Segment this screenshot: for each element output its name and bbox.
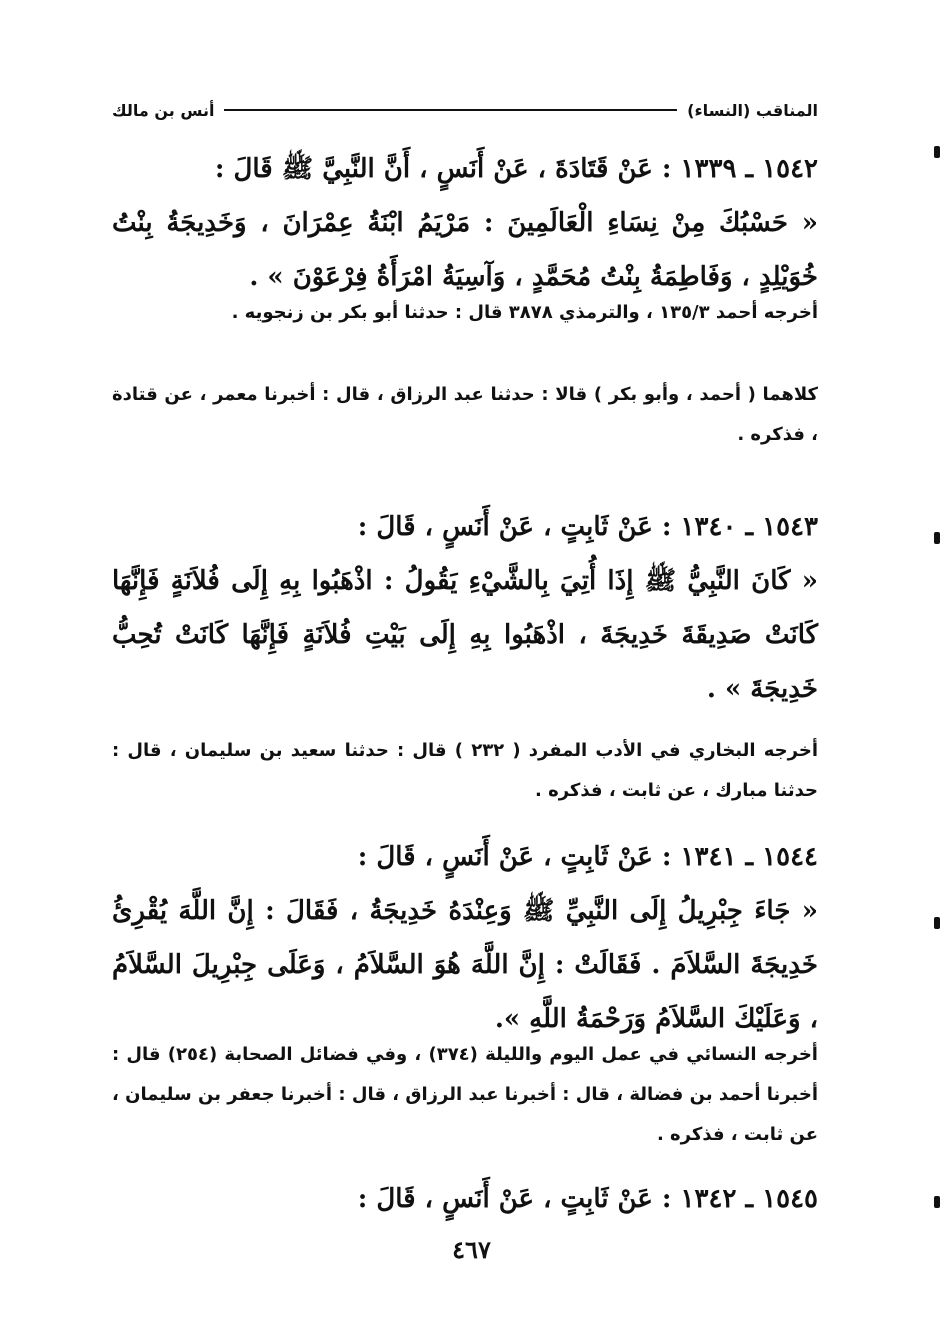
scan-edge-mark [934, 1196, 940, 1208]
hadith-text: « كَانَ النَّبِيُّ ﷺ إِذَا أُتِيَ بِالشَّيْءِ يَقُولُ : اذْهَبُوا بِهِ إِلَى فُلاَنَةٍ فَإِنَّهَا كَانَتْ صَدِيقَةَ خَدِيجَةَ ، اذْهَبُوا بِهِ إِلَى بَيْتِ فُلاَنَةٍ فَإِنَّهَا كَانَتْ تُحِبُّ خَدِيجَةَ » . [112, 566, 818, 704]
header-section-title: أنس بن مالك [112, 100, 215, 120]
running-header [112, 96, 818, 124]
hadith-text: « حَسْبُكَ مِنْ نِسَاءِ الْعَالَمِينَ : مَرْيَمُ ابْنَةُ عِمْرَانَ ، وَخَدِيجَةُ بِنْتُ خُوَيْلِدٍ ، وَفَاطِمَةُ بِنْتُ مُحَمَّدٍ ، وَآسِيَةُ امْرَأَةُ فِرْعَوْنَ » . [112, 208, 818, 292]
header-chapter-title: المناقب (النساء) [687, 100, 818, 120]
page-number: ٤٦٧ [452, 1235, 491, 1264]
header-rule [224, 109, 677, 111]
hadith-1545 [112, 1172, 818, 1226]
hadith-1543 [112, 500, 818, 716]
hadith-heading: ١٥٤٣ ـ ١٣٤٠ : عَنْ ثَابِتٍ ، عَنْ أَنَسٍ ، قَالَ : [357, 512, 818, 542]
hadith-1542 [112, 142, 818, 304]
hadith-text: « جَاءَ جِبْرِيلُ إِلَى النَّبِيِّ ﷺ وَعِنْدَهُ خَدِيجَةُ ، فَقَالَ : إِنَّ اللَّهَ يُقْرِئُ خَدِيجَةَ السَّلاَمَ . فَقَالَتْ : إِنَّ اللَّهَ هُوَ السَّلاَمُ ، وَعَلَى جِبْرِيلَ السَّلاَمُ ، وَعَلَيْكَ السَّلاَمُ وَرَحْمَةُ اللَّهِ ». [112, 896, 818, 1034]
takhrij-paragraph: أخرجه البخاري في الأدب المفرد ( ٢٣٢ ) قال : حدثنا سعيد بن سليمان ، قال : حدثنا مبارك ، عن ثابت ، فذكره . [112, 740, 818, 801]
scan-edge-mark [934, 917, 940, 929]
hadith-heading: ١٥٤٥ ـ ١٣٤٢ : عَنْ ثَابِتٍ ، عَنْ أَنَسٍ ، قَالَ : [357, 1184, 818, 1214]
takhrij-paragraph: أخرجه أحمد ١٣٥/٣ ، والترمذي ٣٨٧٨ قال : حدثنا أبو بكر بن زنجويه . [231, 302, 818, 323]
takhrij-paragraph: كلاهما ( أحمد ، وأبو بكر ) قالا : حدثنا عبد الرزاق ، قال : أخبرنا معمر ، عن قتادة ، فذكره . [112, 384, 818, 445]
takhrij-paragraph: أخرجه النسائي في عمل اليوم والليلة (٣٧٤) ، وفي فضائل الصحابة (٢٥٤) قال : أخبرنا أحمد بن فضالة ، قال : أخبرنا عبد الرزاق ، قال : أخبرنا جعفر بن سليمان ، عن ثابت ، فذكره . [112, 1044, 818, 1145]
scan-edge-mark [934, 532, 940, 544]
scan-edge-mark [934, 146, 940, 158]
hadith-1544 [112, 830, 818, 1046]
hadith-heading: ١٥٤٤ ـ ١٣٤١ : عَنْ ثَابِتٍ ، عَنْ أَنَسٍ ، قَالَ : [357, 842, 818, 872]
hadith-heading: ١٥٤٢ ـ ١٣٣٩ : عَنْ قَتَادَةَ ، عَنْ أَنَسٍ ، أَنَّ النَّبِيَّ ﷺ قَالَ : [214, 154, 818, 184]
